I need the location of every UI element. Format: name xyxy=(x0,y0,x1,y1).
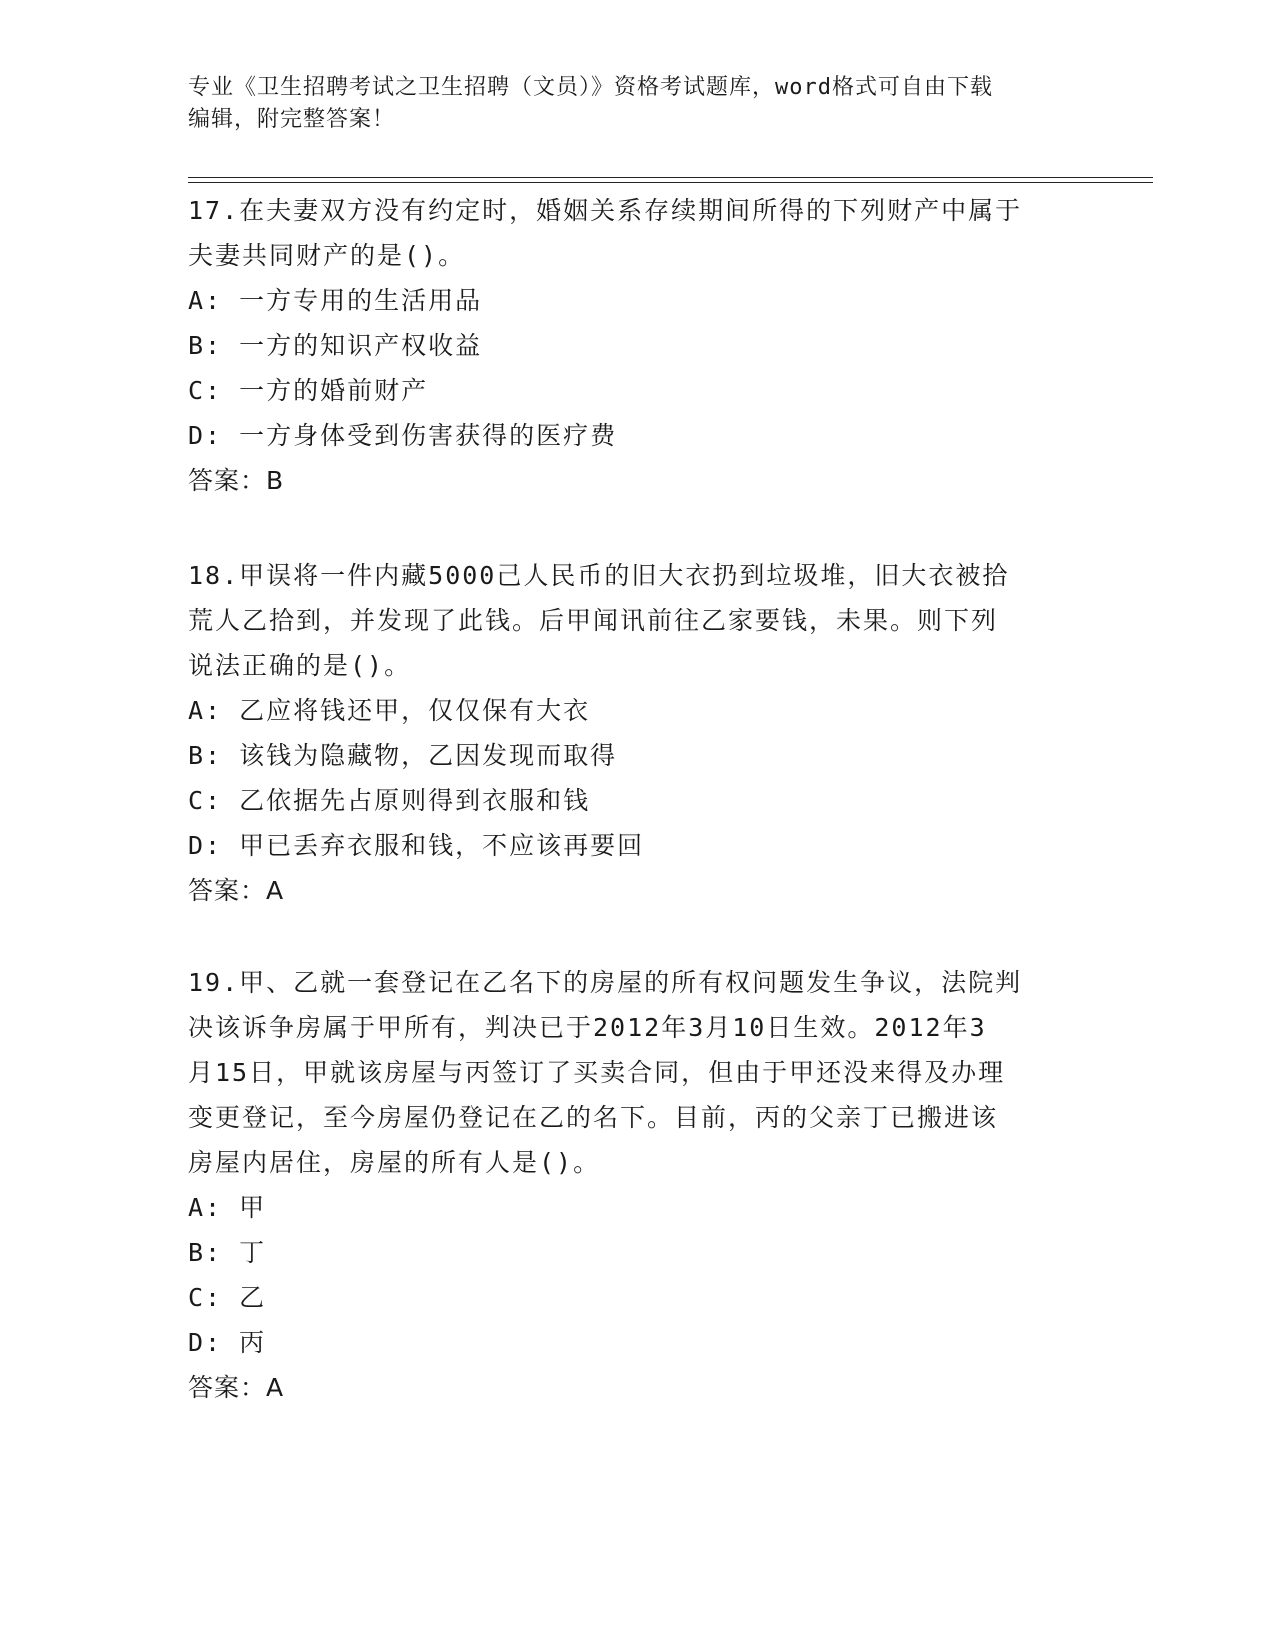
question-18 xyxy=(188,553,1088,913)
question-line: 荒人乙拾到，并发现了此钱。后甲闻讯前往乙家要钱，未果。则下列 xyxy=(188,606,999,635)
question-line: 夫妻共同财产的是()。 xyxy=(188,241,466,270)
question-17 xyxy=(188,188,1088,503)
question-line: 说法正确的是()。 xyxy=(188,651,412,680)
header-line-1: 专业《卫生招聘考试之卫生招聘（文员）》资格考试题库，word格式可自由下载 xyxy=(188,75,993,100)
question-line: 19.甲、乙就一套登记在乙名下的房屋的所有权问题发生争议，法院判 xyxy=(188,968,1023,997)
option-a: A: 乙应将钱还甲，仅仅保有大衣 xyxy=(188,696,591,725)
question-line: 房屋内居住，房屋的所有人是()。 xyxy=(188,1148,601,1177)
answer: 答案：A xyxy=(188,876,285,905)
question-line: 月15日，甲就该房屋与丙签订了买卖合同，但由于甲还没来得及办理 xyxy=(188,1058,1006,1087)
question-19 xyxy=(188,960,1088,1410)
option-c: C: 乙 xyxy=(188,1283,267,1312)
answer: 答案：B xyxy=(188,466,285,495)
question-text xyxy=(188,960,1088,1185)
option-d: D: 丙 xyxy=(188,1328,267,1357)
option-b: B: 丁 xyxy=(188,1238,267,1267)
header-divider-top xyxy=(188,177,1153,178)
option-b: B: 一方的知识产权收益 xyxy=(188,331,483,360)
document-header xyxy=(188,72,1088,136)
question-line: 18.甲误将一件内藏5000己人民币的旧大衣扔到垃圾堆，旧大衣被拾 xyxy=(188,561,1010,590)
option-b: B: 该钱为隐藏物，乙因发现而取得 xyxy=(188,741,618,770)
option-c: C: 乙依据先占原则得到衣服和钱 xyxy=(188,786,591,815)
option-a: A: 一方专用的生活用品 xyxy=(188,286,483,315)
option-d: D: 甲已丢弃衣服和钱，不应该再要回 xyxy=(188,831,645,860)
option-c: C: 一方的婚前财产 xyxy=(188,376,429,405)
option-a: A: 甲 xyxy=(188,1193,267,1222)
answer: 答案：A xyxy=(188,1373,285,1402)
question-line: 变更登记，至今房屋仍登记在乙的名下。目前，丙的父亲丁已搬进该 xyxy=(188,1103,999,1132)
question-text xyxy=(188,188,1088,278)
question-line: 17.在夫妻双方没有约定时，婚姻关系存续期间所得的下列财产中属于 xyxy=(188,196,1023,225)
header-divider-bottom xyxy=(188,182,1153,183)
question-line: 决该诉争房属于甲所有，判决已于2012年3月10日生效。2012年3 xyxy=(188,1013,987,1042)
header-line-2: 编辑，附完整答案！ xyxy=(188,107,396,132)
option-d: D: 一方身体受到伤害获得的医疗费 xyxy=(188,421,618,450)
question-text xyxy=(188,553,1088,688)
